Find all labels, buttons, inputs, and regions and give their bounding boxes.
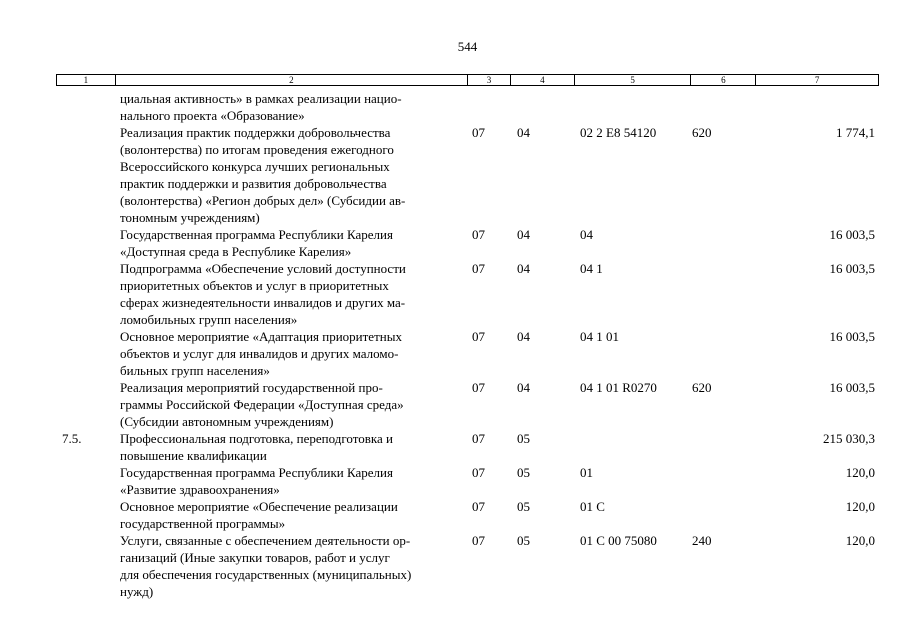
description-line: Подпрограмма «Обеспечение условий доступности <box>120 261 406 276</box>
table-row <box>0 379 905 430</box>
header-col-7: 7 <box>814 75 820 85</box>
table-row <box>0 532 905 600</box>
table-row <box>0 464 905 498</box>
table-body <box>0 90 905 600</box>
target-article-code: 04 <box>580 227 593 242</box>
section-code: 07 <box>472 261 485 276</box>
description-line: (волонтерства) по итогам проведения ежегодного <box>120 142 394 157</box>
subsection-code: 04 <box>517 380 530 395</box>
row-description <box>120 430 465 464</box>
description-line: Государственная программа Республики Карелия <box>120 227 393 242</box>
description-line: «Доступная среда в Республике Карелия» <box>120 244 352 259</box>
expense-type-code: 240 <box>692 533 712 548</box>
description-line: циальная активность» в рамках реализации нацио- <box>120 91 402 106</box>
description-line: Реализация мероприятий государственной про- <box>120 380 383 395</box>
amount: 120,0 <box>845 465 875 480</box>
target-article-code: 04 1 <box>580 261 603 276</box>
description-line: Услуги, связанные с обеспечением деятельности ор- <box>120 533 411 548</box>
header-col-5: 5 <box>575 75 692 85</box>
amount: 120,0 <box>845 499 875 514</box>
row-description <box>120 498 465 532</box>
section-code: 07 <box>472 329 485 344</box>
description-line: практик поддержки и развития добровольчества <box>120 176 387 191</box>
description-line: тономным учреждениям) <box>120 210 260 225</box>
description-line: для обеспечения государственных (муниципальных) <box>120 567 412 582</box>
amount: 16 003,5 <box>829 329 875 344</box>
description-line: «Развитие здравоохранения» <box>120 482 280 497</box>
table-row <box>0 498 905 532</box>
table-row <box>0 226 905 260</box>
row-description <box>120 226 465 260</box>
section-code: 07 <box>472 533 485 548</box>
header-col-4: 4 <box>511 75 575 85</box>
header-col-2: 2 <box>116 75 468 85</box>
table-row <box>0 90 905 124</box>
table-header <box>56 74 879 86</box>
row-description <box>120 124 465 226</box>
target-article-code: 01 С <box>580 499 605 514</box>
subsection-code: 05 <box>517 465 530 480</box>
amount: 215 030,3 <box>823 431 875 446</box>
amount: 16 003,5 <box>829 227 875 242</box>
subsection-code: 05 <box>517 431 530 446</box>
subsection-code: 04 <box>517 261 530 276</box>
header-col-6: 6 <box>691 75 756 85</box>
target-article-code: 04 1 01 R0270 <box>580 380 657 395</box>
description-line: Основное мероприятие «Адаптация приоритетных <box>120 329 402 344</box>
header-col-3: 3 <box>468 75 511 85</box>
description-line: граммы Российской Федерации «Доступная среда» <box>120 397 404 412</box>
row-description <box>120 379 465 430</box>
expense-type-code: 620 <box>692 125 712 140</box>
row-description <box>120 260 465 328</box>
amount: 16 003,5 <box>829 261 875 276</box>
section-code: 07 <box>472 380 485 395</box>
section-code: 07 <box>472 499 485 514</box>
description-line: Всероссийского конкурса лучших региональных <box>120 159 390 174</box>
subsection-code: 04 <box>517 329 530 344</box>
target-article-code: 01 С 00 75080 <box>580 533 657 548</box>
description-line: (Субсидии автономным учреждениям) <box>120 414 334 429</box>
amount: 1 774,1 <box>836 125 875 140</box>
subsection-code: 04 <box>517 227 530 242</box>
table-row <box>0 124 905 226</box>
section-code: 07 <box>472 227 485 242</box>
subsection-code: 05 <box>517 533 530 548</box>
description-line: государственной программы» <box>120 516 286 531</box>
table-row <box>0 260 905 328</box>
description-line: нужд) <box>120 584 154 599</box>
description-line: (волонтерства) «Регион добрых дел» (Субсидии ав- <box>120 193 406 208</box>
row-description <box>120 464 465 498</box>
row-description <box>120 328 465 379</box>
section-code: 07 <box>472 431 485 446</box>
description-line: повышение квалификации <box>120 448 267 463</box>
subsection-code: 04 <box>517 125 530 140</box>
subsection-code: 05 <box>517 499 530 514</box>
description-line: нального проекта «Образование» <box>120 108 305 123</box>
description-line: сферах жизнедеятельности инвалидов и других ма- <box>120 295 406 310</box>
description-line: ганизаций (Иные закупки товаров, работ и услуг <box>120 550 390 565</box>
target-article-code: 01 <box>580 465 593 480</box>
target-article-code: 02 2 Е8 54120 <box>580 125 657 140</box>
amount: 120,0 <box>845 533 875 548</box>
description-line: приоритетных объектов и услуг в приоритетных <box>120 278 389 293</box>
description-line: Профессиональная подготовка, переподготовка и <box>120 431 393 446</box>
section-code: 07 <box>472 125 485 140</box>
page-number: 544 <box>457 39 478 54</box>
description-line: объектов и услуг для инвалидов и других маломо- <box>120 346 399 361</box>
description-line: Государственная программа Республики Карелия <box>120 465 393 480</box>
section-code: 07 <box>472 465 485 480</box>
table-row <box>0 430 905 464</box>
row-description <box>120 90 465 124</box>
row-number: 7.5. <box>62 431 82 446</box>
header-col-1: 1 <box>57 75 116 85</box>
row-description <box>120 532 465 600</box>
target-article-code: 04 1 01 <box>580 329 619 344</box>
expense-type-code: 620 <box>692 380 712 395</box>
amount: 16 003,5 <box>829 380 875 395</box>
description-line: бильных групп населения» <box>120 363 270 378</box>
description-line: Основное мероприятие «Обеспечение реализации <box>120 499 398 514</box>
table-row <box>0 328 905 379</box>
description-line: ломобильных групп населения» <box>120 312 298 327</box>
description-line: Реализация практик поддержки добровольчества <box>120 125 391 140</box>
